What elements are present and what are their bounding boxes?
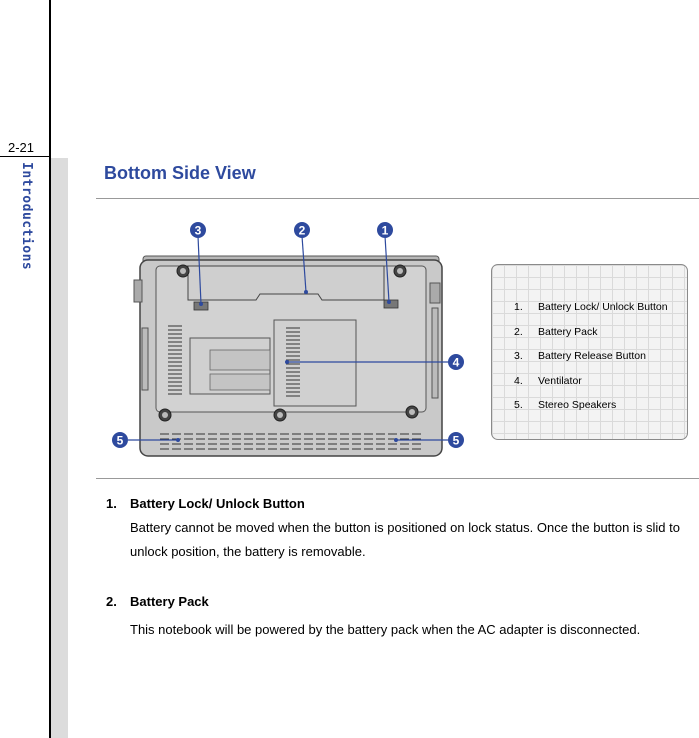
item-1-line-1: Battery cannot be moved when the button is positioned on lock status. Once the button is slid to xyxy=(130,520,680,535)
item-1-line-2: unlock position, the battery is removable. xyxy=(130,544,366,559)
legend-num: 3. xyxy=(514,350,523,362)
side-band xyxy=(51,158,68,738)
svg-text:1: 1 xyxy=(381,223,389,238)
callout-3 xyxy=(190,222,206,238)
callout-5-left xyxy=(112,432,128,448)
section-top-rule xyxy=(96,198,699,199)
legend-label: Battery Release Button xyxy=(538,350,646,362)
item-2-body xyxy=(130,618,699,642)
page-number: 2-21 xyxy=(8,140,35,155)
battery-lock-button xyxy=(384,300,398,308)
callout-1 xyxy=(377,222,393,238)
item-1-heading: Battery Lock/ Unlock Button xyxy=(130,496,305,511)
section-bottom-rule xyxy=(96,478,699,479)
svg-text:3: 3 xyxy=(194,223,202,238)
item-2-line-1: This notebook will be powered by the battery pack when the AC adapter is disconnected. xyxy=(130,622,641,637)
legend-num: 1. xyxy=(514,301,523,313)
legend-label: Ventilator xyxy=(538,374,582,387)
legend-label: Battery Lock/ Unlock Button xyxy=(538,301,668,313)
laptop-bottom-diagram xyxy=(110,218,470,464)
item-1-body xyxy=(130,516,699,564)
svg-text:2: 2 xyxy=(298,223,306,238)
legend-num: 2. xyxy=(514,325,523,338)
callout-2 xyxy=(294,222,310,238)
legend-label: Battery Pack xyxy=(538,325,598,338)
hdd-panel-bottom xyxy=(210,374,270,390)
right-port xyxy=(430,283,440,303)
svg-text:5: 5 xyxy=(116,433,124,448)
left-port-2 xyxy=(142,328,148,390)
item-1-number: 1. xyxy=(106,496,117,511)
section-title: Bottom Side View xyxy=(104,163,256,183)
callout-4 xyxy=(448,354,464,370)
right-port-2 xyxy=(432,308,438,398)
item-2-number: 2. xyxy=(106,594,117,609)
item-1-title xyxy=(106,496,305,511)
page-number-rule xyxy=(0,156,50,157)
legend-box xyxy=(491,264,688,440)
legend-num: 5. xyxy=(514,399,523,411)
left-port xyxy=(134,280,142,302)
hdd-panel-top xyxy=(210,350,270,370)
legend-label: Stereo Speakers xyxy=(538,399,617,411)
legend-num: 4. xyxy=(514,374,523,387)
callout-5-right xyxy=(448,432,464,448)
item-2-title xyxy=(106,594,209,609)
chapter-label: Introductions xyxy=(19,162,34,271)
item-2-heading: Battery Pack xyxy=(130,594,209,609)
svg-text:5: 5 xyxy=(452,433,460,448)
svg-text:4: 4 xyxy=(452,355,460,370)
